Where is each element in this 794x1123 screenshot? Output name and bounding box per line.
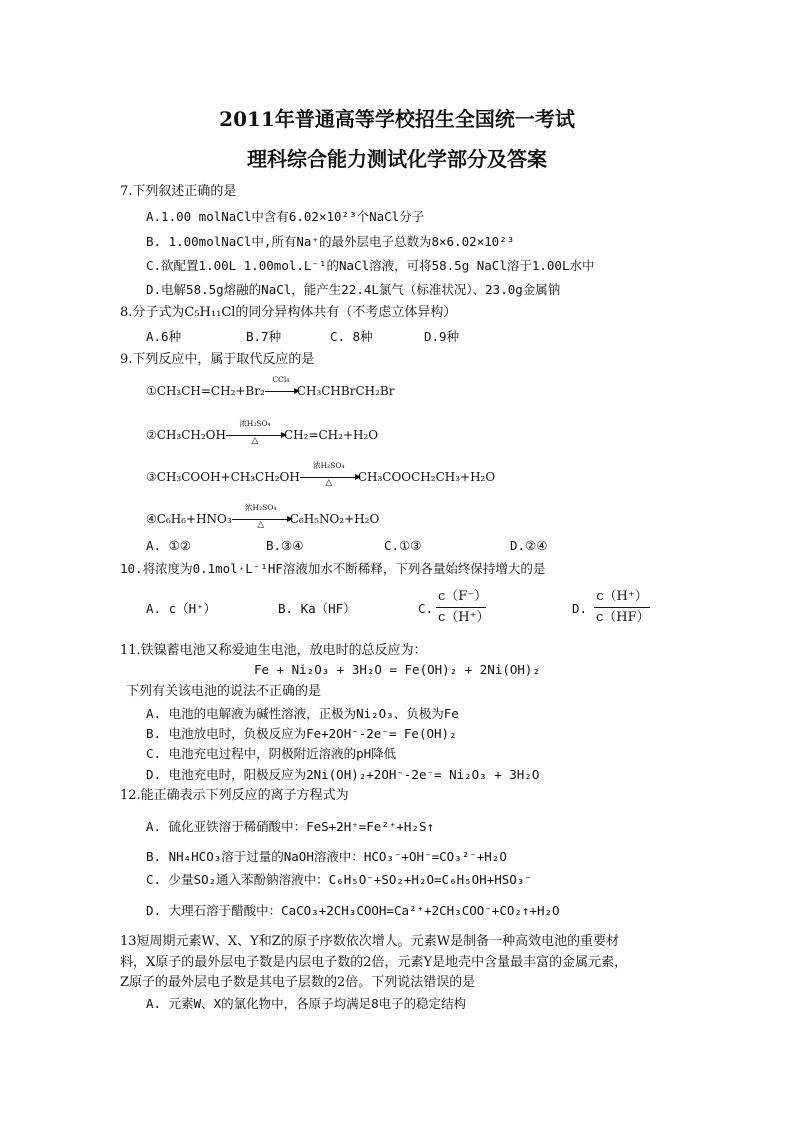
q9-option-b: B.③④ <box>266 538 304 553</box>
page-title: 2011年普通高等学校招生全国统一考试 <box>219 107 575 131</box>
fraction-denominator: c（H⁺） <box>438 610 490 625</box>
q7-option-a: A.1.00 molNaCl中含有6.02×10²³个NaCl分子 <box>146 209 425 224</box>
q10-option-c-label: C. <box>418 601 434 616</box>
q13-line-1: 13短周期元素W、X、Y和Z的原子序数依次增人。元素W是制备一种高效电池的重要材 <box>120 934 620 949</box>
reaction-4-reactants: ④C₆H₆+HNO₃ <box>146 512 232 526</box>
q8-option-c: C. 8种 <box>330 329 373 344</box>
q10-stem: 10.将浓度为0.1mol·L⁻¹HF溶液加水不断稀释，下列各量始终保持增大的是 <box>120 561 546 576</box>
q7-option-c: C.欲配置1.00L 1.00mol.L⁻¹的NaCl溶液，可将58.5g NaCl溶于1.00L水中 <box>146 258 595 273</box>
fraction-bar <box>436 607 486 608</box>
reaction-1-reactants: ①CH₃CH=CH₂+Br₂ <box>146 384 265 398</box>
q7-stem: 7.下列叙述正确的是 <box>120 184 237 199</box>
reaction-3-reactants: ③CH₃COOH+CH₃CH₂OH <box>146 470 300 484</box>
q11-option-c: C. 电池充电过程中，阴极附近溶液的pH降低 <box>146 746 397 761</box>
q10-option-b: B. Ka（HF） <box>278 601 356 616</box>
reaction-2-reactants: ②CH₃CH₂OH <box>146 428 226 442</box>
q7-option-d: D.电解58.5g熔融的NaCl，能产生22.4L氯气（标准状况）、23.0g金属钠 <box>146 282 561 297</box>
reaction-3-products: CH₃COOCH₂CH₃+H₂O <box>357 470 496 484</box>
q12-option-c: C. 少量SO₂通入苯酚钠溶液中：C₆H₅O⁻+SO₂+H₂O=C₆H₅OH+HSO₃⁻ <box>146 872 532 887</box>
q8-option-d: D.9种 <box>424 329 460 344</box>
q9-option-d: D.②④ <box>510 538 548 553</box>
reaction-2-products: CH₂=CH₂+H₂O <box>283 428 379 442</box>
q11-lead: 下列有关该电池的说法不正确的是 <box>126 684 322 699</box>
q11-option-d: D. 电池充电时，阳极反应为2Ni(OH)₂+2OH⁻-2e⁻= Ni₂O₃ + 3H₂O <box>146 767 540 782</box>
q10-option-a: A. c（H⁺） <box>146 601 217 616</box>
q8-option-a: A.6种 <box>146 329 182 344</box>
reaction-1-products: CH₃CHBrCH₂Br <box>296 384 395 398</box>
q12-option-b: B. NH₄HCO₃溶于过量的NaOH溶液中：HCO₃⁻+OH⁻=CO₃²⁻+H₂O <box>146 849 507 864</box>
q10-option-d-label: D. <box>572 601 588 616</box>
q13-line-2: 料，X原子的最外层电子数是内层电子数的2倍，元素Y是地壳中含量最丰富的金属元素， <box>120 955 628 970</box>
q11-option-a: A. 电池的电解液为碱性溶液，正极为Ni₂O₃、负极为Fe <box>146 706 459 721</box>
fraction-numerator: c（F⁻） <box>438 589 488 604</box>
q9-reaction-3 <box>146 460 496 488</box>
reaction-arrow: 浓H₂SO₄ △ <box>300 470 358 486</box>
q11-option-b: B. 电池放电时，负极反应为Fe+2OH⁻-2e⁻= Fe(OH)₂ <box>146 726 457 741</box>
q8-stem: 8.分子式为C₅H₁₁Cl的同分异构体共有（不考虑立体异构） <box>120 305 457 320</box>
q10-option-d-fraction <box>594 588 650 627</box>
q10-option-c-fraction <box>436 588 490 627</box>
q9-stem: 9.下列反应中，属于取代反应的是 <box>120 352 315 367</box>
q8-option-b: B.7种 <box>246 329 282 344</box>
reaction-arrow: CCl₄ <box>265 384 297 400</box>
q9-reaction-1 <box>146 374 395 400</box>
q7-option-b: B. 1.00molNaCl中,所有Na⁺的最外层电子总数为8×6.02×10²³ <box>146 234 515 249</box>
q9-reaction-2 <box>146 418 379 446</box>
q13-option-a: A. 元素W、X的氯化物中，各原子均满足8电子的稳定结构 <box>146 996 467 1011</box>
q9-option-c: C.①③ <box>384 538 422 553</box>
fraction-denominator: c（HF） <box>596 610 650 625</box>
q12-option-d: D. 大理石溶于醋酸中：CaCO₃+2CH₃COOH=Ca²⁺+2CH₃COO⁻+CO₂↑+H₂O <box>146 903 560 918</box>
q9-reaction-4 <box>146 502 380 530</box>
reaction-arrow: 浓H₂SO₄ △ <box>232 512 290 528</box>
q12-option-a: A. 硫化亚铁溶于稀硝酸中：FeS+2H⁺=Fe²⁺+H₂S↑ <box>146 819 435 834</box>
reaction-4-products: C₆H₅NO₂+H₂O <box>289 512 380 526</box>
reaction-arrow: 浓H₂SO₄ △ <box>226 428 284 444</box>
fraction-bar <box>594 607 650 608</box>
q11-stem: 11.铁镍蓄电池又称爱迪生电池，放电时的总反应为： <box>120 643 427 658</box>
q12-stem: 12.能正确表示下列反应的离子方程式为 <box>120 788 349 803</box>
fraction-numerator: c（H⁺） <box>596 589 648 604</box>
q9-option-a: A. ①② <box>146 538 191 553</box>
q11-equation: Fe + Ni₂O₃ + 3H₂O = Fe(OH)₂ + 2Ni(OH)₂ <box>254 662 540 677</box>
page-subtitle: 理科综合能力测试化学部分及答案 <box>247 147 547 171</box>
q13-line-3: Z原子的最外层电子数是其电子层数的2倍。下列说法错误的是 <box>120 975 476 990</box>
